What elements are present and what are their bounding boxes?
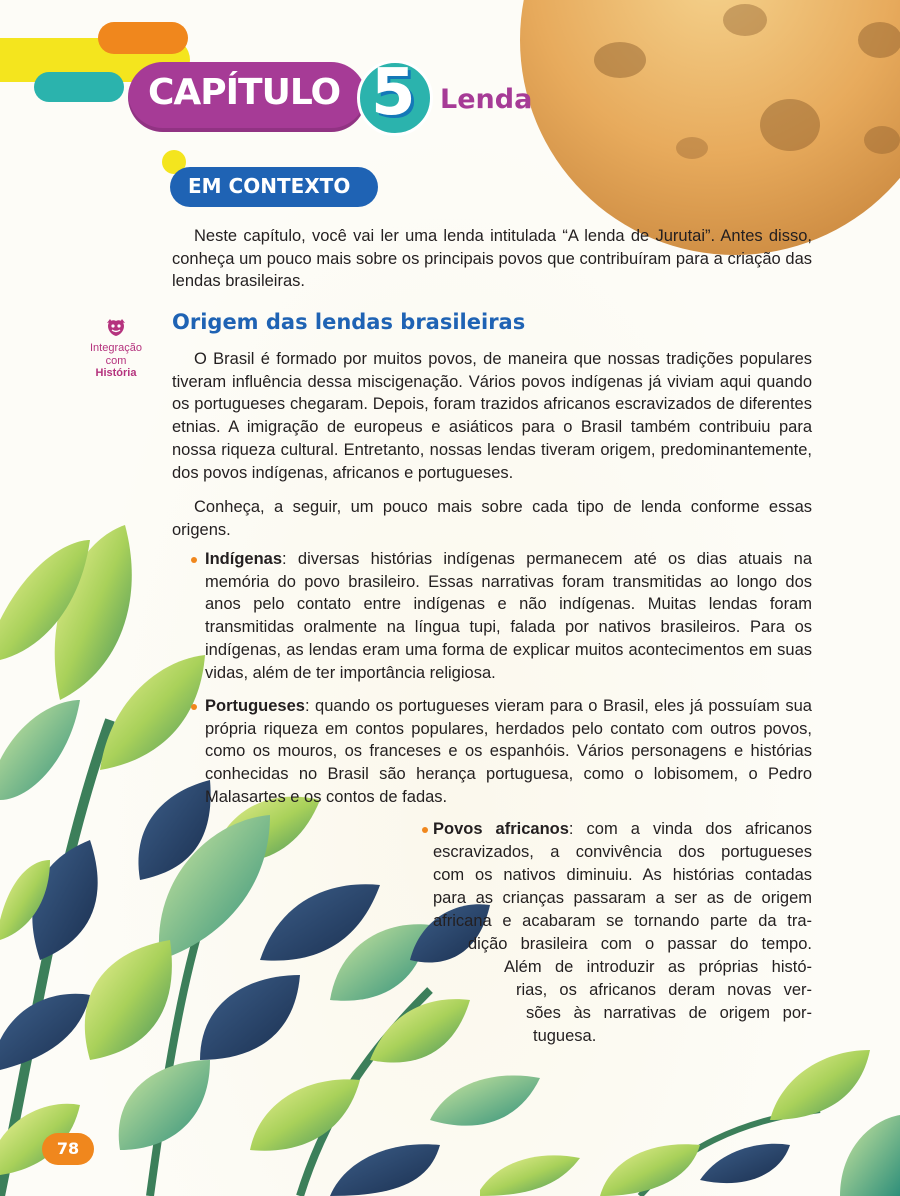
intro-paragraph: Neste capítulo, você vai ler uma lenda intitulada “A lenda de Jurutai”. Antes disso, conheça um pouco mais sobre os principais povos que contribuíram para a criação das lendas brasileiras. <box>172 227 812 291</box>
bullet-line: sões às narrativas de origem por- <box>526 1004 812 1022</box>
page-number: 78 <box>56 1139 80 1158</box>
bullet-line: africana e acabaram se tornando parte da tra- <box>433 912 812 930</box>
bullet-term: Povos africanos <box>433 820 569 838</box>
bullet-line: rias, os africanos deram novas ver- <box>516 981 812 999</box>
body-paragraph-1: O Brasil é formado por muitos povos, de maneira que nossas tradições populares tiveram influência dessa miscigenação. Vários povos indígenas já viviam aqui quando os portugueses chegaram. Depois, foram trazidos africanos escravizados de diferentes etnias. A imigração de europeus e asiáticos para o Brasil também contribuiu para nossa riqueza cultural. Entretanto, nossas lendas tiveram origem, predominantemente, dos povos indígenas, africanos e portugueses. <box>172 350 812 482</box>
bullet-line: com os nativos diminuiu. As histórias contadas <box>433 866 812 884</box>
bullet-line: Além de introduzir as próprias histó- <box>504 958 812 976</box>
leaves-illustration-right <box>600 1050 900 1196</box>
header-bar-orange <box>98 22 188 54</box>
bullet-term: Portugueses <box>205 697 305 715</box>
bullet-text: : quando os portugueses vieram para o Brasil, eles já possuíam sua própria riqueza em contos populares, herdados pelo contato com outros povos, como os mouros, os franceses e os espanhóis. Vários personagens e histórias conhecidas no Brasil são herança portuguesa, como o lobisomem, o Pedro Malasartes e os contos de fadas. <box>205 697 812 806</box>
integration-subject: História <box>95 367 137 379</box>
bullet-dot <box>191 704 197 710</box>
moon-illustration <box>520 0 900 255</box>
bullet-term: Indígenas <box>205 550 283 568</box>
bullet-indigenas <box>205 548 812 684</box>
section-heading: Origem das lendas brasileiras <box>172 310 526 334</box>
chapter-label: CAPÍTULO <box>148 72 341 113</box>
section-label: EM CONTEXTO <box>188 174 351 198</box>
body-paragraph-2: Conheça, a seguir, um pouco mais sobre cada tipo de lenda conforme essas origens. <box>172 498 812 539</box>
chapter-title: Lenda <box>440 84 533 115</box>
bullet-line: tuguesa. <box>533 1027 597 1045</box>
bullet-dot <box>422 827 428 833</box>
bullet-line: Povos africanos: com a vinda dos africanos <box>433 820 813 838</box>
bullet-text: : diversas histórias indígenas permanecem até os dias atuais na memória do povo brasileiro. Essas narrativas foram transmitidas ao longo dos anos pelo contato entre indígenas e não indígenas. Muitas lendas foram transmitidas oralmente na língua tupi, falada por nativos brasileiros. Para os indígenas, as lendas eram uma forma de explicar muitos acontecimentos em suas vidas, além de ter importância religiosa. <box>205 550 812 682</box>
chapter-number: 5 <box>371 56 416 130</box>
bullet-line: dição brasileira com o passar do tempo. <box>468 935 812 953</box>
bullet-line: para as crianças passaram a ser as de origem <box>433 889 812 907</box>
integration-line1: Integração <box>90 342 142 354</box>
history-icon <box>105 318 127 338</box>
bullet-dot <box>191 557 197 563</box>
history-integration-note <box>76 318 156 380</box>
bullet-line: escravizados, a convivência dos portugueses <box>433 843 812 861</box>
bullet-portugueses <box>205 695 812 809</box>
header-bar-teal <box>34 72 124 102</box>
integration-line2: com <box>105 354 127 367</box>
